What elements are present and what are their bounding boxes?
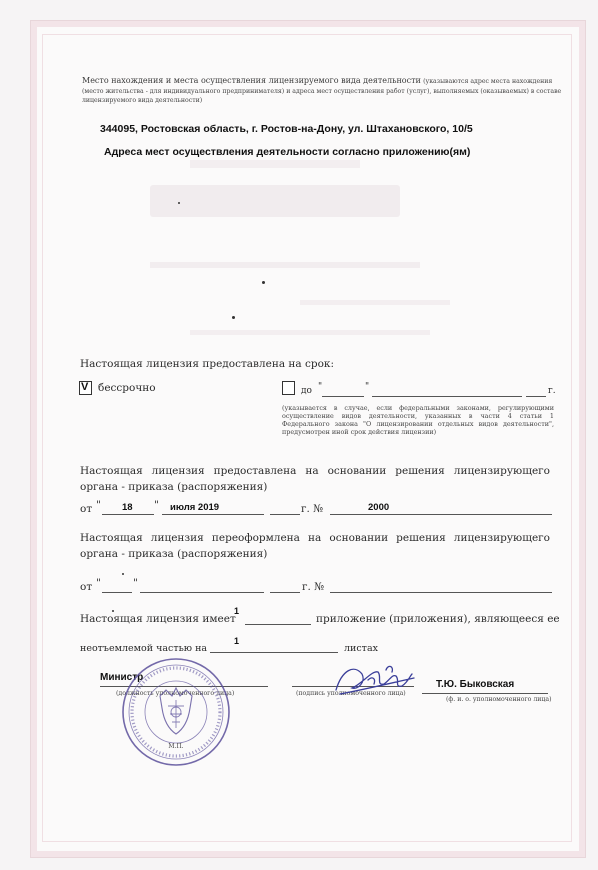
annex-suffix: приложение (приложения), являющееся ее	[316, 613, 560, 625]
term-note: (указывается в случае, если федеральными законами, регулирующими осуществление видов деятельности, указанных в части 4 статьи 1 Федерального закона "О лицензировании отдельных видов деятельности", предусмотрен иной срок действия лицензии)	[282, 404, 554, 436]
reissue-quote-close: "	[133, 577, 138, 589]
bleed-through-row-shape-2	[300, 300, 450, 305]
basis-quote-close: "	[154, 499, 159, 511]
checkbox-mark: V	[81, 381, 89, 393]
reissue-from-prefix: от	[80, 581, 93, 593]
reissue-month-line	[140, 592, 264, 593]
term-label: Настоящая лицензия предоставлена на срок:	[80, 358, 335, 370]
signatory-position: Министр	[100, 672, 144, 683]
bleed-through-row-shape	[150, 262, 420, 268]
indefinite-label: бессрочно	[98, 382, 156, 394]
reissue-quote-open: "	[96, 577, 101, 589]
annex-sheets-prefix: неотъемлемой частью на	[80, 643, 208, 654]
name-line	[422, 693, 548, 694]
position-note: (должность уполномоченного лица)	[116, 690, 235, 697]
signatory-name: Т.Ю. Быковская	[436, 679, 515, 690]
until-prefix: до	[301, 386, 312, 396]
basis-day-value: 18	[122, 502, 133, 513]
name-note: (ф. и. о. уполномоченного лица)	[446, 696, 552, 703]
until-year-line	[526, 396, 546, 397]
basis-number-value: 2000	[368, 502, 390, 513]
activity-places-line: Адреса мест осуществления деятельности согласно приложению(ям)	[104, 146, 471, 158]
reissue-year-suffix: г. №	[302, 581, 325, 593]
basis-label: Настоящая лицензия предоставлена на основании решения лицензирующего органа - приказа (распоряжения)	[80, 465, 550, 493]
signature-note: (подпись уполномоченного лица)	[296, 690, 406, 697]
reissue-number-line	[330, 592, 552, 593]
basis-month-year-value: июля 2019	[170, 502, 220, 513]
speck	[232, 316, 235, 319]
stamp-mark: М.П.	[168, 743, 184, 750]
until-year-suffix: г.	[548, 386, 556, 396]
reissue-year-line	[270, 592, 300, 593]
official-seal-icon	[120, 656, 232, 768]
speck	[262, 281, 265, 284]
until-quote-close: "	[365, 382, 370, 392]
address-line: 344095, Ростовская область, г. Ростов-на-Дону, ул. Штахановского, 10/5	[100, 123, 473, 135]
annex-count-line	[245, 624, 311, 625]
speck	[112, 610, 114, 612]
basis-year-line	[270, 514, 300, 515]
annex-sheets-value: 1	[234, 636, 240, 646]
basis-from-prefix: от	[80, 503, 93, 515]
speck	[178, 202, 180, 204]
basis-month-line	[162, 514, 264, 515]
annex-sheets-line	[210, 652, 338, 653]
location-label-block	[82, 76, 562, 105]
basis-day-line	[102, 514, 154, 515]
location-label: Место нахождения и места осуществления лицензируемого вида деятельности	[82, 76, 421, 85]
reissue-day-line	[102, 592, 132, 593]
speck	[122, 573, 124, 575]
indefinite-checkbox[interactable]	[79, 381, 92, 395]
bleed-through-row-shape-3	[190, 330, 430, 335]
annex-sheets-suffix: листах	[344, 643, 378, 654]
location-note: (указываются адрес места нахождения (место жительства - для индивидуального предпринимателя) и адреса мест осуществления работ (услуг), выполняемых (оказываемых) в составе лицензируемого вида деятельности)	[82, 78, 562, 104]
until-checkbox[interactable]	[282, 381, 295, 395]
basis-number-line	[330, 514, 552, 515]
reissue-label: Настоящая лицензия переоформлена на основании решения лицензирующего органа - приказа (распоряжения)	[80, 532, 550, 560]
bleed-through-line-shape	[190, 160, 360, 168]
until-day-line	[322, 396, 364, 397]
until-month-line	[372, 396, 522, 397]
signature-scribble	[332, 660, 416, 700]
bleed-through-heading-shape	[150, 185, 400, 217]
until-quote-open: "	[318, 382, 323, 392]
basis-year-suffix: г. №	[301, 503, 324, 515]
basis-quote-open: "	[96, 499, 101, 511]
annex-prefix: Настоящая лицензия имеет	[80, 613, 236, 625]
annex-count-value: 1	[234, 606, 240, 616]
